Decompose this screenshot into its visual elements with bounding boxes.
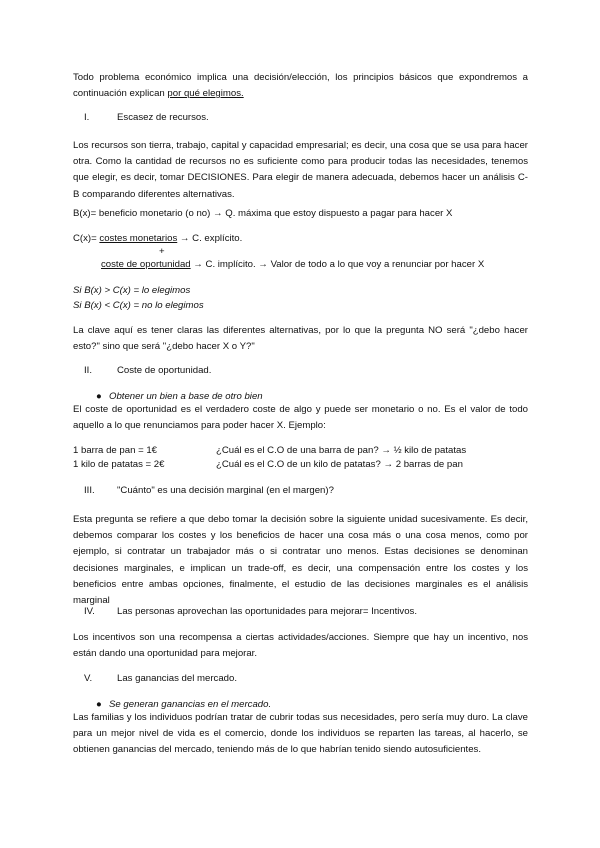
section-heading-3 bbox=[73, 483, 334, 499]
s5-paragraph: Las familias y los individuos podrían tratar de cubrir todas sus necesidades, pero sería muy duro. La clave para un mejor nivel de vida es el comercio, donde los individuos se reparten las tareas, al hacerlo, se obtienen ganancias del mercado, teniendo más de lo que habrían tenido siendo autosuficientes. bbox=[73, 712, 528, 756]
cx-prefix: C(x)= bbox=[73, 233, 100, 244]
cx-underlined: costes monetarios bbox=[99, 233, 178, 244]
bullet-icon: ● bbox=[96, 699, 102, 710]
section-numeral: III. bbox=[84, 485, 95, 496]
section-numeral: V. bbox=[84, 673, 93, 684]
bullet-text: Obtener un bien a base de otro bien bbox=[109, 391, 263, 402]
s4-paragraph: Los incentivos son una recompensa a ciertas actividades/acciones. Siempre que hay un incentivo, nos están dando una oportunidad para mejorar. bbox=[73, 632, 528, 660]
bx-definition: B(x)= beneficio monetario (o no) → Q. máxima que estoy dispuesto a pagar para hacer X bbox=[73, 208, 453, 219]
intro-underlined: por qué elegimos. bbox=[167, 88, 244, 100]
example-row-left: 1 kilo de patatas = 2€ bbox=[73, 459, 165, 470]
co-underlined: coste de oportunidad bbox=[101, 259, 191, 270]
example-row-right: ¿Cuál es el C.O de una barra de pan? → ½ kilo de patatas bbox=[216, 445, 467, 456]
section-heading-1 bbox=[73, 110, 209, 126]
section-numeral: I. bbox=[84, 112, 90, 123]
plus-sign: + bbox=[159, 246, 165, 257]
section-title: Las personas aprovechan las oportunidades para mejorar= Incentivos. bbox=[117, 606, 417, 617]
bullet-text: Se generan ganancias en el mercado. bbox=[109, 699, 272, 710]
s1-paragraph: Los recursos son tierra, trabajo, capital y capacidad empresarial; es decir, una cosa que se usa para hacer otra. Como la cantidad de recursos no es suficiente como para producir todas las necesidades, tenemos que elegir, es decir, tomar DECISIONES. Para elegir de manera adecuada, debemos hacer un análisis C-B comparando diferentes alternativas. bbox=[73, 140, 528, 200]
intro-text: Todo problema económico implica una decisión/elección, los principios básicos que expondremos a continuación explican bbox=[73, 72, 528, 100]
rule-choose: Si B(x) > C(x) = lo elegimos bbox=[73, 285, 191, 296]
section-title: Las ganancias del mercado. bbox=[117, 673, 237, 684]
section-heading-5 bbox=[73, 671, 237, 687]
bullet-icon: ● bbox=[96, 391, 102, 402]
co-definition bbox=[101, 257, 484, 273]
cx-rest: → C. explícito. bbox=[177, 233, 243, 244]
section-title: Escasez de recursos. bbox=[117, 112, 209, 123]
example-row-right: ¿Cuál es el C.O de un kilo de patatas? → 2 barras de pan bbox=[216, 459, 463, 470]
cx-definition bbox=[73, 231, 242, 247]
section-numeral: IV. bbox=[84, 606, 95, 617]
section-heading-4 bbox=[73, 604, 417, 620]
example-row-left: 1 barra de pan = 1€ bbox=[73, 445, 158, 456]
section-title: "Cuánto" es una decisión marginal (en el margen)? bbox=[117, 485, 334, 496]
intro-paragraph bbox=[73, 70, 528, 102]
s2-paragraph: El coste de oportunidad es el verdadero coste de algo y puede ser monetario o no. Es el valor de todo aquello a lo que renunciamos para poder hacer X. Ejemplo: bbox=[73, 404, 528, 432]
co-rest: → C. implícito. → Valor de todo a lo que voy a renunciar por hacer X bbox=[190, 259, 485, 270]
section-numeral: II. bbox=[84, 365, 92, 376]
section-title: Coste de oportunidad. bbox=[117, 365, 212, 376]
rule-reject: Si B(x) < C(x) = no lo elegimos bbox=[73, 300, 204, 311]
clave-paragraph: La clave aquí es tener claras las diferentes alternativas, por lo que la pregunta NO será "¿debo hacer esto?" sino que será "¿debo hacer X o Y?" bbox=[73, 325, 528, 353]
section-heading-2 bbox=[73, 363, 211, 379]
s3-paragraph: Esta pregunta se refiere a que debo tomar la decisión sobre la siguiente unidad sucesivamente. Es decir, debemos comparar los costes y los beneficios de hacer una cosa más o una cosa menos, como por ejemplo, si contratar un trabajador más o si contratar uno menos. Estas decisiones se denominan decisiones marginales, e implican un trade-off, es decir, una compensación entre los costes y los beneficios entre ambas opciones, finalmente, el estudio de las decisiones marginales es el análisis marginal bbox=[73, 514, 528, 607]
